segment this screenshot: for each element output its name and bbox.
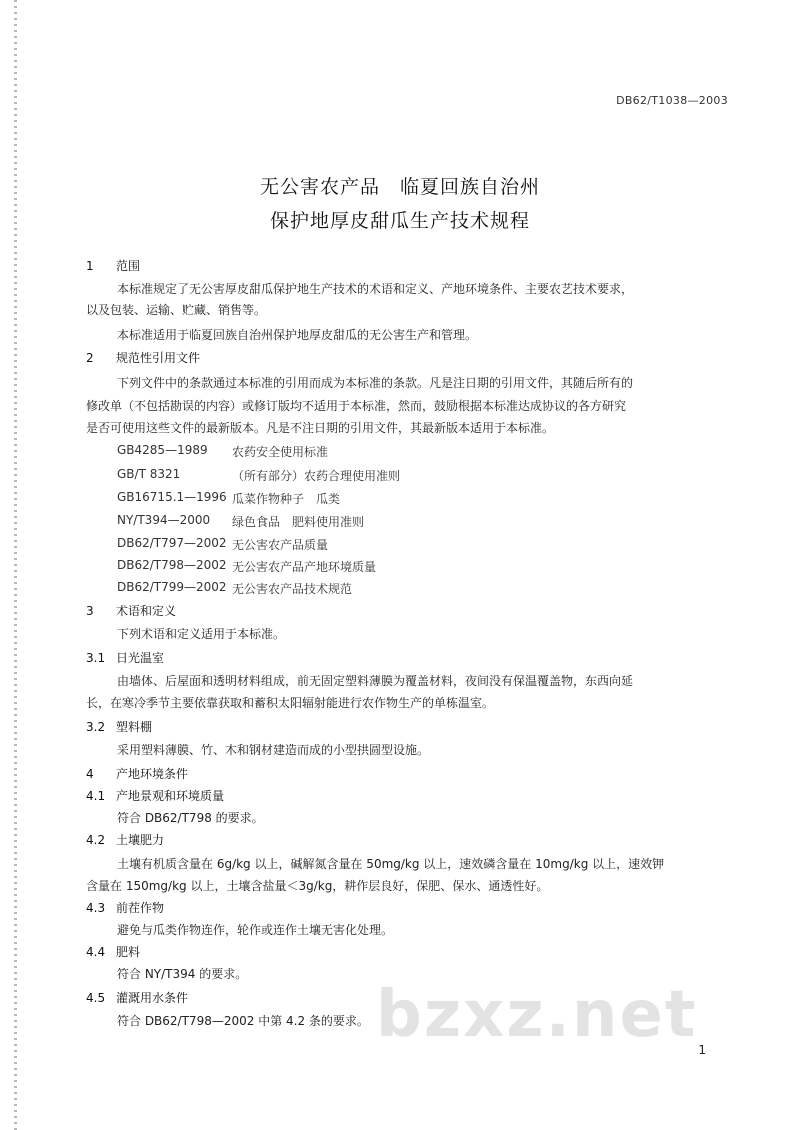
document-title-line1: 无公害农产品 临夏回族自治州: [259, 176, 540, 198]
paragraph-line: 修改单（不包括勘误的内容）或修订版均不适用于本标准，然而，鼓励根据本标准达成协议的各方研究: [86, 399, 627, 413]
reference-code: NY/T394—2000: [117, 513, 211, 527]
section-number: 4.2: [86, 833, 106, 847]
paragraph-line: 下列文件中的条款通过本标准的引用而成为本标准的条款。凡是注日期的引用文件，其随后所有的: [117, 376, 634, 390]
section-number: 4.4: [86, 945, 106, 959]
paragraph-line: 符合 DB62/T798 的要求。: [117, 811, 264, 825]
page-number: 1: [698, 1043, 706, 1057]
reference-title: 绿色食品 肥料使用准则: [232, 515, 365, 529]
section-number: 2: [86, 351, 94, 365]
paragraph-line: 符合 NY/T394 的要求。: [117, 967, 248, 981]
section-title: 规范性引用文件: [116, 351, 201, 365]
section-title: 肥料: [116, 945, 141, 959]
section-number: 3: [86, 604, 94, 618]
section-1-heading: [86, 258, 140, 274]
subsection-4-3-heading: [86, 900, 164, 916]
reference-title: 无公害农产品技术规范: [232, 582, 353, 596]
section-title: 前茬作物: [116, 901, 165, 915]
section-number: 3.1: [86, 651, 106, 665]
section-title: 术语和定义: [116, 604, 177, 618]
paragraph-line: 本标准规定了无公害厚皮甜瓜保护地生产技术的术语和定义、产地环境条件、主要农艺技术要求，: [117, 282, 634, 296]
section-2-heading: [86, 350, 200, 366]
paragraph-line: 以及包装、运输、贮藏、销售等。: [86, 303, 267, 317]
paragraph-line: 避免与瓜类作物连作，轮作或连作土壤无害化处理。: [117, 923, 394, 937]
paragraph-line: 下列术语和定义适用于本标准。: [117, 627, 286, 641]
reference-code: GB/T 8321: [117, 467, 181, 481]
section-title: 产地环境条件: [116, 767, 189, 781]
section-title: 范围: [116, 259, 141, 273]
subsection-4-1-heading: [86, 788, 224, 804]
reference-title: 无公害农产品质量: [232, 538, 329, 552]
paragraph-line: 含量在 150mg/kg 以上，土壤含盐量＜3g/kg，耕作层良好，保肥、保水、通透性好。: [86, 879, 549, 893]
section-title: 日光温室: [116, 651, 165, 665]
paragraph-line: 长，在寒冷季节主要依靠获取和蓄积太阳辐射能进行农作物生产的单栋温室。: [86, 696, 495, 710]
paragraph-line: 土壤有机质含量在 6g/kg 以上，碱解氮含量在 50mg/kg 以上，速效磷含量在 10mg/kg 以上，速效钾: [117, 857, 665, 871]
reference-code: GB16715.1—1996: [117, 490, 227, 504]
section-4-heading: [86, 766, 188, 782]
paragraph-line: 是否可使用这些文件的最新版本。凡是不注日期的引用文件，其最新版本适用于本标准。: [86, 421, 555, 435]
subsection-3-1-heading: [86, 650, 164, 666]
section-number: 3.2: [86, 720, 106, 734]
subsection-4-5-heading: [86, 990, 188, 1006]
section-title: 产地景观和环境质量: [116, 789, 225, 803]
paragraph-line: 符合 DB62/T798—2002 中第 4.2 条的要求。: [117, 1014, 369, 1028]
standard-code: DB62/T1038—2003: [616, 94, 728, 107]
paragraph-line: 采用塑料薄膜、竹、木和钢材建造而成的小型拱圆型设施。: [117, 743, 430, 757]
reference-code: DB62/T799—2002: [117, 580, 227, 594]
section-number: 1: [86, 259, 94, 273]
reference-code: GB4285—1989: [117, 443, 208, 457]
reference-title: 瓜菜作物种子 瓜类: [232, 492, 341, 506]
subsection-4-4-heading: [86, 944, 140, 960]
section-number: 4.1: [86, 789, 106, 803]
reference-code: DB62/T798—2002: [117, 558, 227, 572]
section-number: 4.3: [86, 901, 106, 915]
document-title-line2: 保护地厚皮甜瓜生产技术规程: [269, 210, 530, 232]
watermark: bzxz.net: [376, 978, 698, 1052]
section-title: 土壤肥力: [116, 833, 165, 847]
section-title: 塑料棚: [116, 720, 153, 734]
section-title: 灌溉用水条件: [116, 991, 189, 1005]
subsection-3-2-heading: [86, 719, 152, 735]
section-number: 4: [86, 767, 94, 781]
subsection-4-2-heading: [86, 832, 164, 848]
paragraph-line: 由墙体、后屋面和透明材料组成，前无固定塑料薄膜为覆盖材料，夜间没有保温覆盖物，东西向延: [117, 674, 634, 688]
reference-title: （所有部分）农药合理使用准则: [232, 469, 401, 483]
reference-code: DB62/T797—2002: [117, 536, 227, 550]
section-3-heading: [86, 603, 176, 619]
paragraph-line: 本标准适用于临夏回族自治州保护地厚皮甜瓜的无公害生产和管理。: [117, 328, 478, 342]
reference-title: 农药安全使用标准: [232, 445, 329, 459]
reference-title: 无公害农产品产地环境质量: [232, 560, 377, 574]
section-number: 4.5: [86, 991, 106, 1005]
scan-edge-marks: [14, 0, 17, 1130]
